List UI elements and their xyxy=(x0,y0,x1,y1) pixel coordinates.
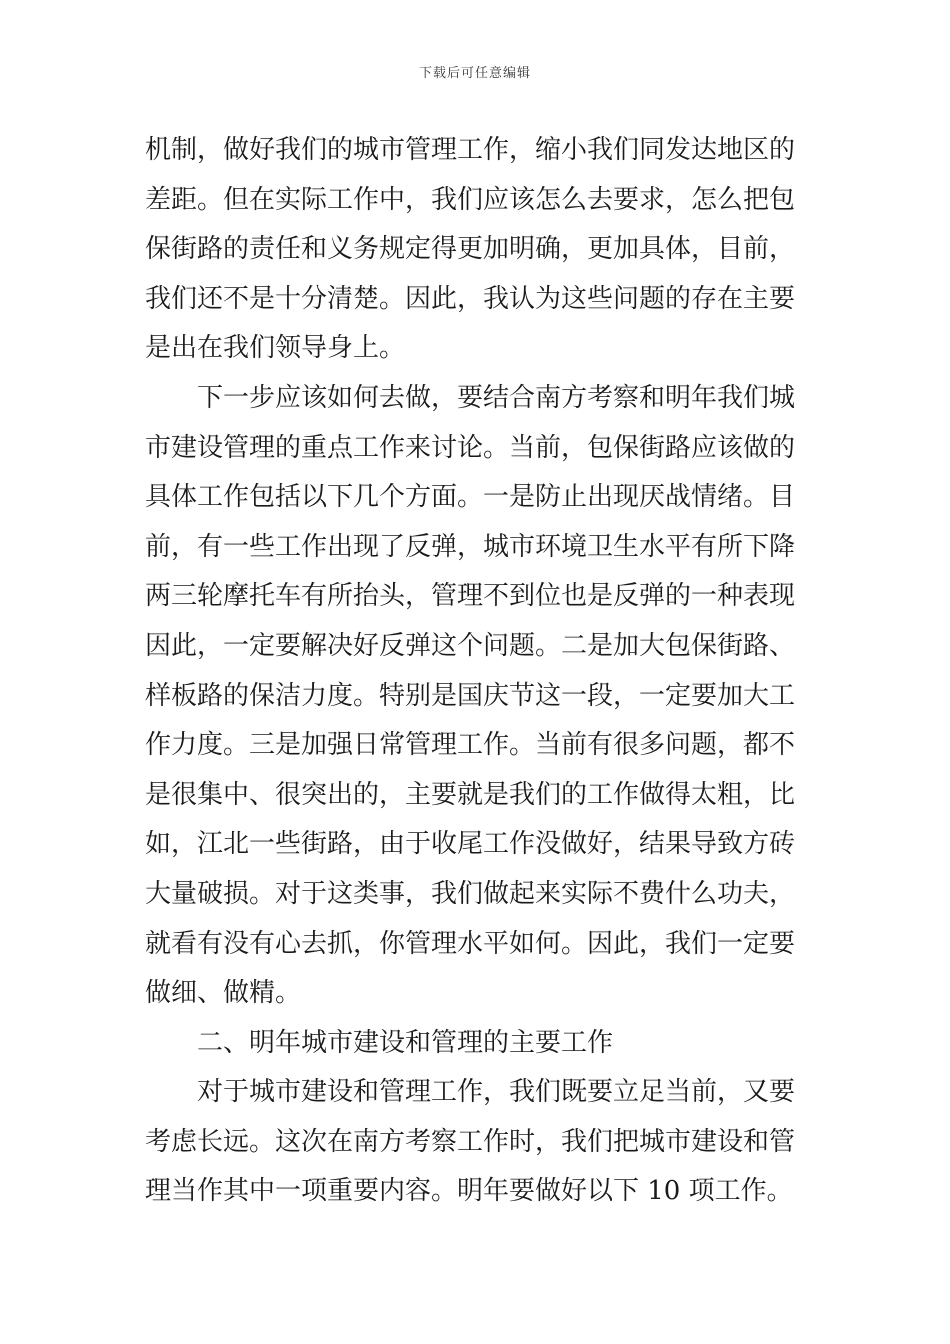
text-line: 具体工作包括以下几个方面。一是防止出现厌战情绪。目 xyxy=(145,482,796,513)
text-line: 大量破损。对于这类事，我们做起来实际不费什么功夫， xyxy=(145,878,796,909)
text-line: 做细、做精。 xyxy=(145,978,302,1009)
text-line-paragraph-start: 对于城市建设和管理工作，我们既要立足当前，又要 xyxy=(197,1077,796,1108)
document-body xyxy=(145,126,807,1217)
text-line: 保街路的责任和义务规定得更加明确，更加具体，目前， xyxy=(145,234,796,265)
text-line: 是出在我们领导身上。 xyxy=(145,333,406,364)
text-line: 考虑长远。这次在南方考察工作时，我们把城市建设和管 xyxy=(145,1126,796,1157)
text-line: 市建设管理的重点工作来讨论。当前，包保街路应该做的 xyxy=(145,432,796,463)
section-heading: 二、明年城市建设和管理的主要工作 xyxy=(197,1027,614,1058)
page-header-note: 下载后可任意编辑 xyxy=(418,66,531,81)
text-line: 差距。但在实际工作中，我们应该怎么去要求，怎么把包 xyxy=(145,184,796,215)
text-line: 如，江北一些街路，由于收尾工作没做好，结果导致方砖 xyxy=(145,829,796,860)
text-line: 样板路的保洁力度。特别是国庆节这一段，一定要加大工 xyxy=(145,680,796,711)
text-line: 因此，一定要解决好反弹这个问题。二是加大包保街路、 xyxy=(145,630,796,661)
text-line-paragraph-start: 下一步应该如何去做，要结合南方考察和明年我们城 xyxy=(197,382,796,413)
text-line: 两三轮摩托车有所抬头，管理不到位也是反弹的一种表现 xyxy=(145,581,796,612)
text-line: 作力度。三是加强日常管理工作。当前有很多问题，都不 xyxy=(145,730,796,761)
text-line: 是很集中、很突出的，主要就是我们的工作做得太粗，比 xyxy=(145,779,796,810)
text-line: 理当作其中一项重要内容。明年要做好以下 10 项工作。 xyxy=(145,1176,793,1207)
text-line: 我们还不是十分清楚。因此，我认为这些问题的存在主要 xyxy=(145,283,796,314)
text-line: 机制，做好我们的城市管理工作，缩小我们同发达地区的 xyxy=(145,135,796,165)
text-line: 就看有没有心去抓，你管理水平如何。因此，我们一定要 xyxy=(145,928,796,959)
text-line: 前，有一些工作出现了反弹，城市环境卫生水平有所下降 xyxy=(145,531,796,562)
